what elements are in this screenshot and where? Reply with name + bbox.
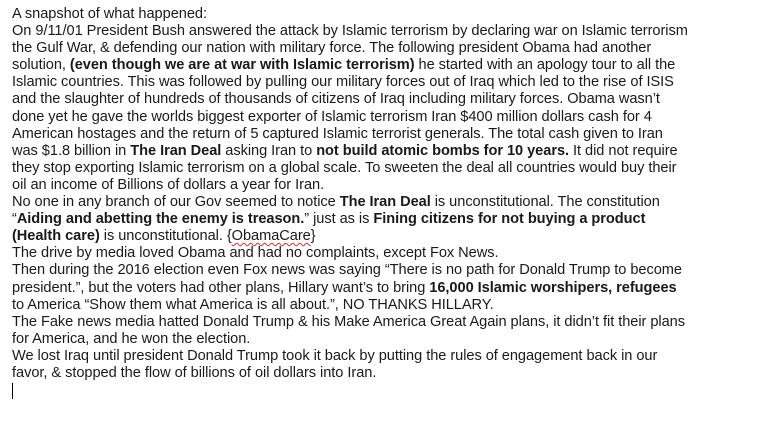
paragraph-4-line-1: Then during the 2016 election even Fox news was saying “There is no path for Donald Trump to become xyxy=(12,262,682,279)
text-run: he started with an apology tour to all the xyxy=(414,57,676,74)
document-heading: A snapshot of what happened: xyxy=(12,6,207,22)
bold-text-run: 16,000 Islamic worshipers, refugees xyxy=(429,279,677,296)
paragraph-5-line-2: for America, and he won the election. xyxy=(12,330,251,347)
paragraph-1-line-2: the Gulf War, & defending our nation with military force. The following president Obama had another xyxy=(12,40,652,57)
text-run: is unconstitutional. { xyxy=(99,228,232,245)
text-run: No one in any branch of our Gov seemed to notice xyxy=(12,194,340,211)
bold-text-run: (Health care) xyxy=(12,228,100,245)
paragraph-1-line-8 xyxy=(12,143,763,160)
empty-paragraph[interactable] xyxy=(12,382,763,399)
text-cursor xyxy=(12,383,13,399)
text-run: ” just as is xyxy=(304,211,374,228)
paragraph-1-line-7: American hostages and the return of 5 captured Islamic terrorist generals. The total cash given to Iran xyxy=(12,125,663,142)
text-run: solution, xyxy=(12,57,70,74)
paragraph-1-line-10: oil an income of Billions of dollars a year for Iran. xyxy=(12,176,325,193)
paragraph-4-line-3: to America “Show them what America is all about.”, NO THANKS HILLARY. xyxy=(12,296,494,313)
paragraph-2-line-2 xyxy=(12,211,763,228)
paragraph-3-line-1: The drive by media loved Obama and had no complaints, except Fox News. xyxy=(12,245,499,262)
text-run: } xyxy=(310,228,316,245)
spellcheck-flagged-word[interactable]: ObamaCare xyxy=(231,228,311,245)
bold-text-run: The Iran Deal xyxy=(130,142,222,159)
text-run: president.”, but the voters had other plans, Hillary want’s to bring xyxy=(12,279,430,296)
bold-text-run: The Iran Deal xyxy=(339,194,431,211)
paragraph-2-line-1 xyxy=(12,194,763,211)
bold-text-run: not build atomic bombs for 10 years. xyxy=(316,142,570,159)
paragraph-1-line-4: Islamic countries. This was followed by pulling our military forces out of Iraq which led to the rise of ISIS xyxy=(12,74,674,91)
paragraph-1-line-6: done yet he gave the worlds biggest exporter of Islamic terrorism Iran $400 million dollars cash for 4 xyxy=(12,108,652,125)
text-run: asking Iran to xyxy=(221,142,317,159)
paragraph-6-line-1: We lost Iraq until president Donald Trump took it back by putting the rules of engagement back in our xyxy=(12,347,658,364)
paragraph-1-line-9: they stop exporting Islamic terrorism on a global scale. To sweeten the deal all countries would buy their xyxy=(12,159,677,176)
bold-text-run: Fining citizens for not buying a product xyxy=(373,211,646,228)
text-run: “ xyxy=(12,211,17,228)
text-run: is unconstitutional. The constitution xyxy=(430,194,660,211)
paragraph-1-line-1: On 9/11/01 President Bush answered the attack by Islamic terrorism by declaring war on Islamic terrorism xyxy=(12,23,688,40)
paragraph-1-line-3 xyxy=(12,57,763,74)
paragraph-1-line-5: and the slaughter of hundreds of thousands of citizens of Iraq including military forces. Obama wasn’t xyxy=(12,91,660,108)
paragraph-4-line-2 xyxy=(12,280,763,297)
text-run: It did not require xyxy=(569,142,678,159)
paragraph-6-line-2: favor, & stopped the flow of billions of oil dollars into Iran. xyxy=(12,364,377,381)
paragraph-5-line-1: The Fake news media hatted Donald Trump & his Make America Great Again plans, it didn’t fit their plans xyxy=(12,313,685,330)
bold-text-run: Aiding and abetting the enemy is treason. xyxy=(16,211,305,228)
paragraph-2-line-3 xyxy=(12,228,763,245)
text-run: was $1.8 billion in xyxy=(12,142,131,159)
bold-text-run: (even though we are at war with Islamic terrorism) xyxy=(69,57,415,74)
